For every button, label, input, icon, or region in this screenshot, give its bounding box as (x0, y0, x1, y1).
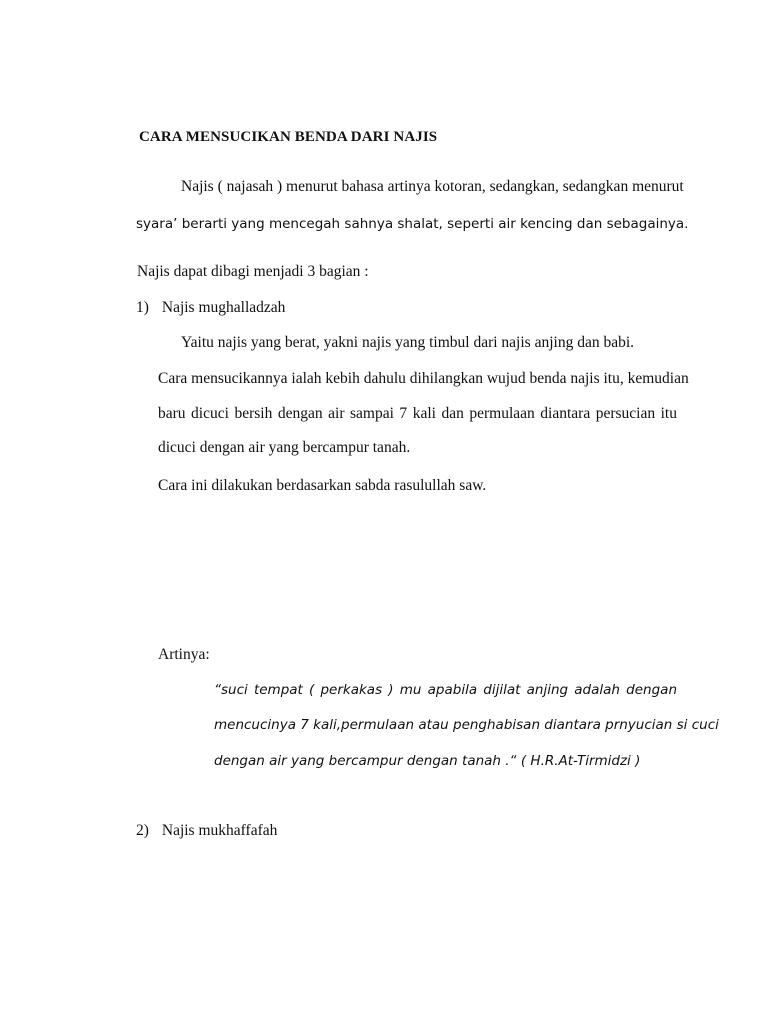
division-text: Najis dapat dibagi menjadi 3 bagian : (137, 263, 369, 280)
hadith-quote-line-3 (214, 751, 640, 771)
section-number: 1) (136, 299, 149, 316)
section-1-basis: Cara ini dilakukan berdasarkan sabda rasulullah saw. (158, 477, 487, 494)
meaning-label: Artinya: (158, 646, 210, 663)
section-heading-2 (136, 821, 277, 841)
intro-line-1: Najis ( najasah ) menurut bahasa artinya kotoran, sedangkan, sedangkan menurut (181, 178, 684, 195)
intro-line-2-part-2: yang mencegah sahnya shalat, seperti air kencing dan sebagainya. (231, 216, 689, 232)
section-1-method-line-2: baru dicuci bersih dengan air sampai 7 kali dan permulaan diantara persucian itu (158, 405, 677, 422)
section-1-definition: Yaitu najis yang berat, yakni najis yang timbul dari najis anjing dan babi. (181, 334, 635, 351)
section-name: Najis mukhaffafah (161, 822, 278, 839)
hadith-quote-line-2: mencucinya 7 kali,permulaan atau penghabisan diantara prnyucian si cuci (214, 717, 719, 733)
hadith-quote-line-1: “suci tempat ( perkakas ) mu apabila dijilat anjing adalah dengan (214, 682, 677, 698)
section-number: 2) (136, 822, 149, 839)
page-title: CARA MENSUCIKAN BENDA DARI NAJIS (139, 129, 438, 145)
intro-line-2 (136, 214, 688, 234)
section-1-method-line-1: Cara mensucikannya ialah kebih dahulu dihilangkan wujud benda najis itu, kemudian (158, 370, 689, 387)
hadith-source: ( H.R.At-Tirmidzi ) (520, 753, 641, 769)
section-heading-1 (136, 298, 285, 318)
section-1-method-line-3: dicuci dengan air yang bercampur tanah. (158, 439, 411, 456)
hadith-quote-text: dengan air yang bercampur dengan tanah .“ (214, 753, 517, 769)
section-name: Najis mughalladzah (161, 299, 286, 316)
intro-line-2-part-1: syara’ berarti (136, 216, 227, 232)
